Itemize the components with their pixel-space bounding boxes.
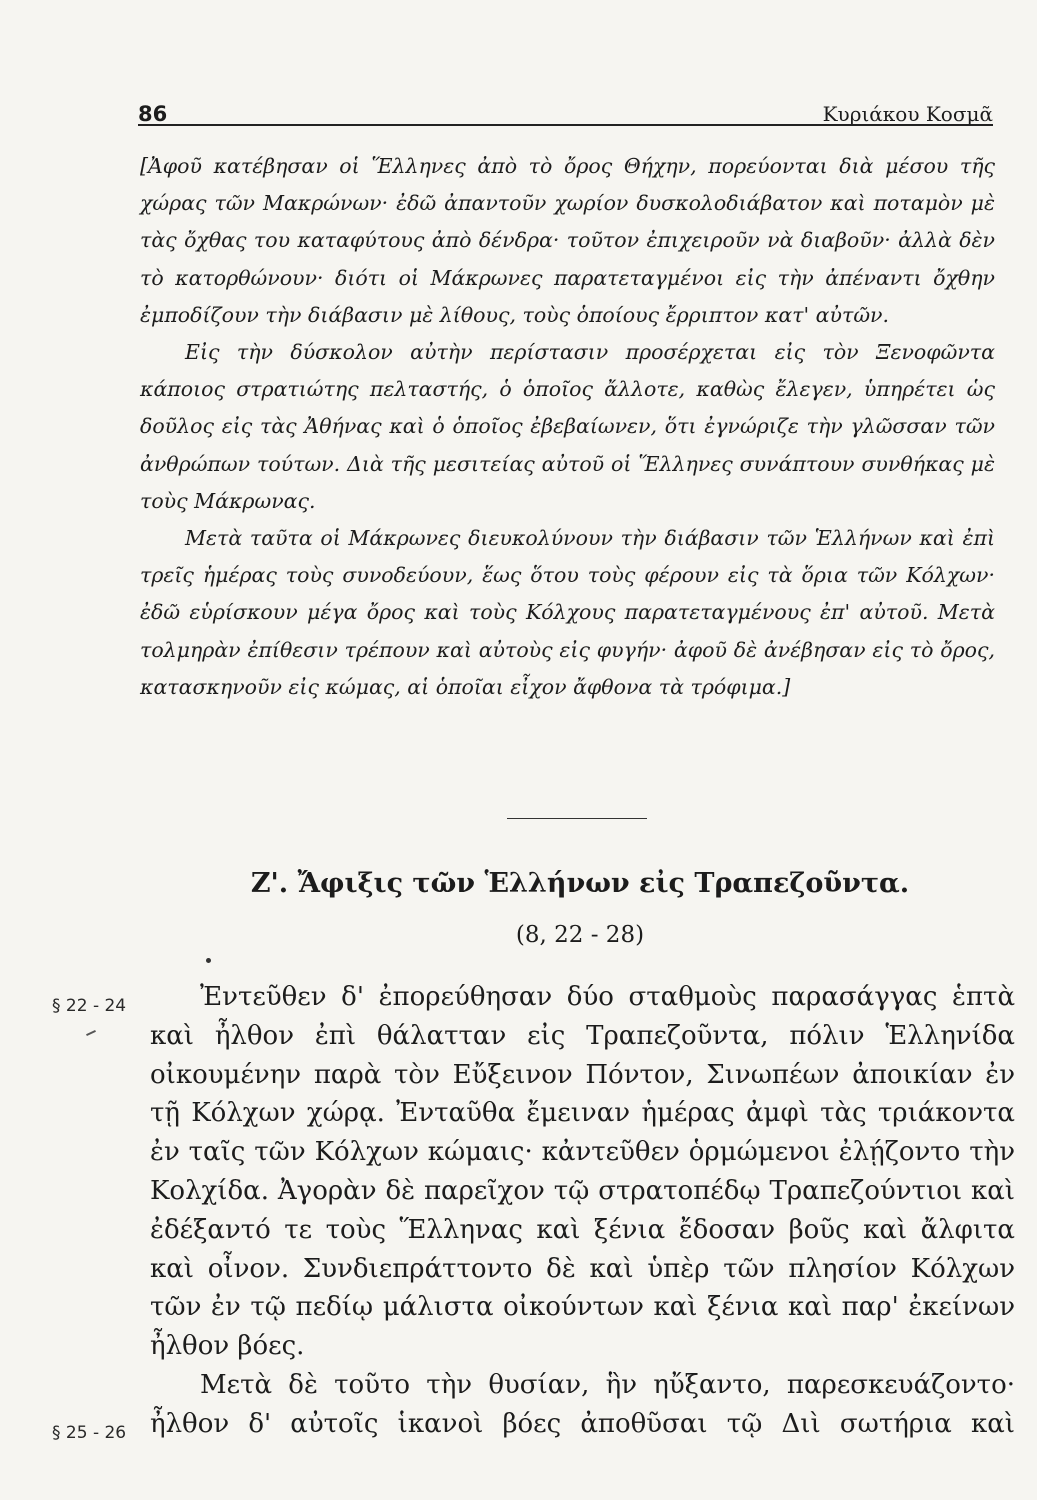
summary-text xyxy=(140,148,995,706)
page-number: 86 xyxy=(138,102,168,126)
main-paragraph: Ἐντεῦθεν δ' ἐπορεύθησαν δύο σταθμοὺς παρασάγγας ἑπτὰ καὶ ἦλθον ἐπὶ θάλατταν εἰς Τραπεζοῦντα, πόλιν Ἑλληνίδα οἰκουμένην παρὰ τὸν Εὔξεινον Πόντον, Σινωπέων ἀποικίαν ἐν τῇ Κόλχων χώρᾳ. Ἐνταῦθα ἔμειναν ἡμέρας ἀμφὶ τὰς τριάκοντα ἐν ταῖς τῶν Κόλχων κώμαις· κἀντεῦθεν ὁρμώμενοι ἐλῄζοντο τὴν Κολχίδα. Ἀγορὰν δὲ παρεῖχον τῷ στρατοπέδῳ Τραπεζούντιοι καὶ ἐδέξαντό τε τοὺς Ἕλληνας καὶ ξένια ἔδοσαν βοῦς καὶ ἄλφιτα καὶ οἶνον. Συνδιεπράττοντο δὲ καὶ ὑπὲρ τῶν πλησίον Κόλχων τῶν ἐν τῷ πεδίῳ μάλιστα οἰκούντων καὶ ξένια καὶ παρ' ἐκείνων ἦλθον βόες. xyxy=(150,982,1015,1362)
summary-paragraph: Μετὰ ταῦτα οἱ Μάκρωνες διευκολύνουν τὴν διάβασιν τῶν Ἑλλήνων καὶ ἐπὶ τρεῖς ἡμέρας τοὺς συνοδεύουν, ἕως ὅτου τοὺς φέρουν εἰς τὰ ὅρια τῶν Κόλχων· ἐδῶ εὑρίσκουν μέγα ὄρος καὶ τοὺς Κόλχους παρατεταγμένους ἐπ' αὐτοῦ. Μετὰ τολμηρὰν ἐπίθεσιν τρέπουν καὶ αὐτοὺς εἰς φυγήν· ἀφοῦ δὲ ἀνέβησαν εἰς τὸ ὄρος, κατασκηνοῦν εἰς κώμας, αἱ ὁποῖαι εἶχον ἄφθονα τὰ τρόφιμα.] xyxy=(140,526,995,699)
margin-dash-mark xyxy=(86,1030,96,1036)
summary-paragraph: Εἰς τὴν δύσκολον αὐτὴν περίστασιν προσέρχεται εἰς τὸν Ξενοφῶντα κάποιος στρατιώτης πελταστής, ὁ ὁποῖος ἄλλοτε, καθὼς ἔλεγεν, ὑπηρέτει ὡς δοῦλος εἰς τὰς Ἀθήνας καὶ ὁ ὁποῖος ἐβεβαίωνεν, ὅτι ἐγνώριζε τὴν γλῶσσαν τῶν ἀνθρώπων τούτων. Διὰ τῆς μεσιτείας αὐτοῦ οἱ Ἕλληνες συνάπτουν συνθήκας μὲ τοὺς Μάκρωνας. xyxy=(140,340,995,513)
main-paragraph: Μετὰ δὲ τοῦτο τὴν θυσίαν, ἣν ηὔξαντο, παρεσκευάζοντο· ἦλθον δ' αὐτοῖς ἱκανοὶ βόες ἀποθῦσαι τῷ Διὶ σωτήρια καὶ xyxy=(150,1369,1015,1439)
summary-paragraph: [Ἀφοῦ κατέβησαν οἱ Ἕλληνες ἀπὸ τὸ ὄρος Θήχην, πορεύονται διὰ μέσου τῆς χώρας τῶν Μακρώνων· ἐδῶ ἀπαντοῦν χωρίον δυσκολοδιάβατον καὶ ποταμὸν μὲ τὰς ὄχθας του καταφύτους ἀπὸ δένδρα· τοῦτον ἐπιχειροῦν νὰ διαβοῦν· ἀλλὰ δὲν τὸ κατορθώνουν· διότι οἱ Μάκρωνες παρατεταγμένοι εἰς τὴν ἀπέναντι ὄχθην ἐμποδίζουν τὴν διάβασιν μὲ λίθους, τοὺς ὁποίους ἔρριπτον κατ' αὐτῶν. xyxy=(140,154,995,327)
running-title: Κυριάκου Κοσμᾶ xyxy=(822,102,993,126)
ink-dot xyxy=(206,958,211,963)
chapter-title: Ζ'. Ἄφιξις τῶν Ἑλλήνων εἰς Τραπεζοῦντα. xyxy=(250,868,910,899)
header-rule xyxy=(138,124,993,126)
margin-note-section: § 25 - 26 xyxy=(52,1423,127,1443)
margin-note-section: § 22 - 24 xyxy=(52,996,127,1016)
chapter-reference: (8, 22 - 28) xyxy=(515,922,645,948)
greek-main-text xyxy=(150,978,1015,1444)
section-divider xyxy=(507,818,647,819)
